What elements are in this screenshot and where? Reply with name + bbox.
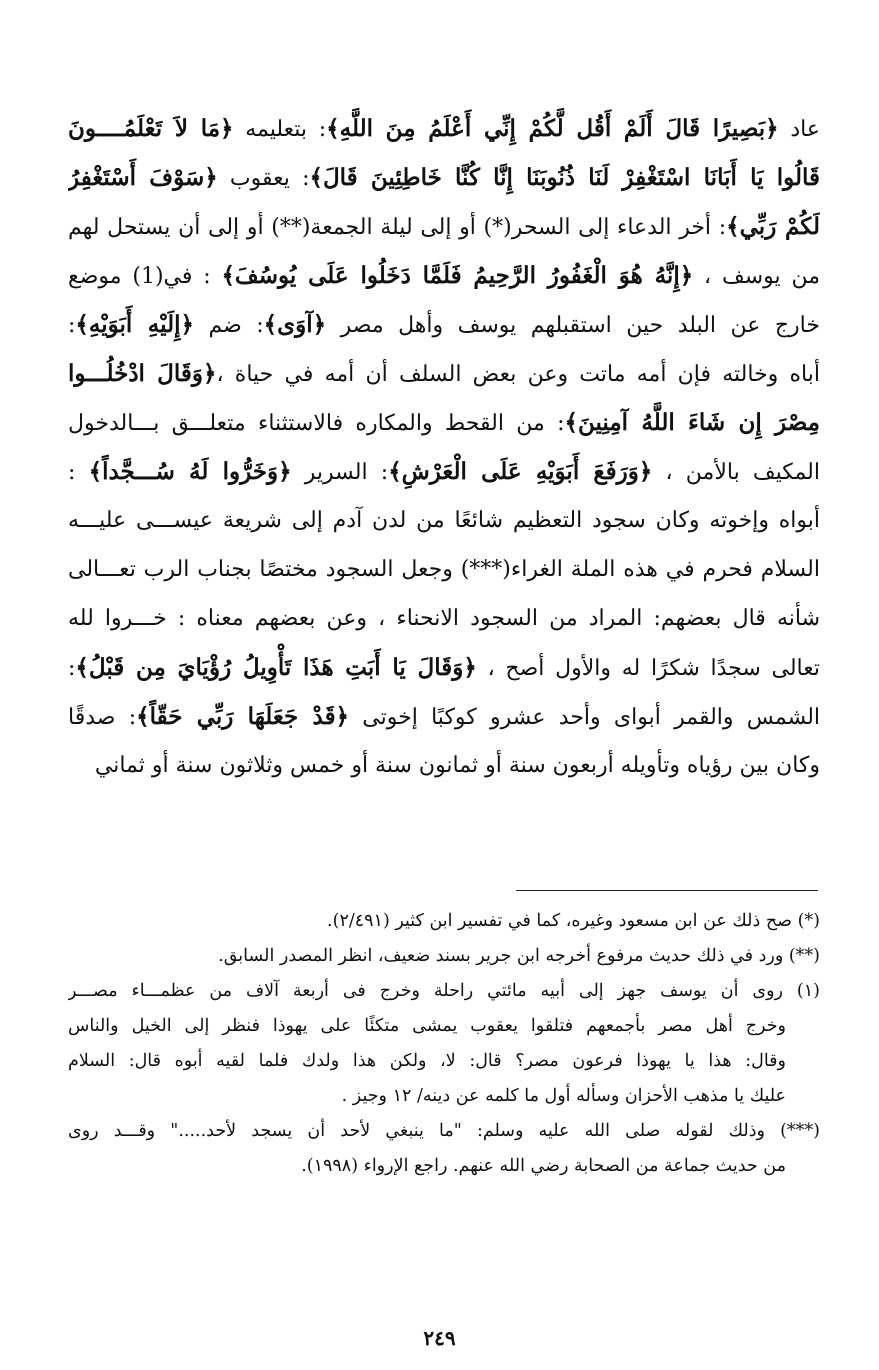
footnote-line: (*) صح ذلك عن ابن مسعود وغيره، كما في تفسير ابن كثير (٢/٤٩١).: [327, 911, 820, 931]
text-line: [68, 104, 820, 153]
commentary-text: :: [68, 313, 76, 338]
quran-verse: ﴿وَرَفَعَ أَبَوَيْهِ عَلَى الْعَرْشِ﴾: [388, 458, 653, 485]
commentary-text: أباه وخالته فإن أمه ماتت وعن بعض السلف أن أمه في حياة ،: [216, 362, 820, 387]
footnote-line: (***) وذلك لقوله صلى الله عليه وسلم: "ما ينبغي لأحد أن يسجد لأحد....." وقـــد روى: [68, 1121, 820, 1141]
quran-verse: ﴿مَا لاَ تَعْلَمُــــونَ: [68, 115, 234, 142]
commentary-text: أبواه وإخوته وكان سجود التعظيم شائعًا من لدن آدم إلى شريعة عيســـى عليـــه: [68, 508, 820, 533]
commentary-text: عاد: [778, 117, 820, 142]
quran-verse: ﴿بَصِيرًا قَالَ أَلَمْ أَقُل لَّكُمْ إِنِّي أَعْلَمُ مِنَ اللَّهِ﴾: [326, 115, 779, 142]
footnote-line: عليك يا مذهب الأحزان وسأله أول ما كلمه عن دينه/ ١٢ وجيز .: [341, 1086, 786, 1106]
commentary-text: : في(1) موضع: [68, 264, 222, 289]
text-line: [68, 251, 820, 300]
commentary-text: المكيف بالأمن ،: [652, 460, 820, 485]
text-line: [68, 398, 820, 447]
quran-verse: ﴿سَوْفَ أَسْتَغْفِرُ: [68, 164, 218, 191]
quran-verse: ﴿إِنَّهُ هُوَ الْغَفُورُ الرَّحِيمُ فَلَمَّا دَخَلُوا عَلَى يُوسُفَ﴾: [221, 262, 694, 289]
commentary-text: :: [68, 460, 89, 485]
footnote-line: وقال: هذا يا يهوذا فرعون مصر؟ قال: لا، ولكن هذا ولدك فلما لقيه أبوه قال: السلام: [68, 1051, 786, 1071]
quran-verse: ﴿وَقَالَ ادْخُلُـــوا: [68, 360, 217, 387]
commentary-text: تعالى سجدًا شكرًا له والأول أصح ،: [476, 656, 820, 681]
commentary-text: : يعقوب: [217, 166, 310, 191]
commentary-text: السلام فحرم في هذه الملة الغراء(***) وجعل السجود مختصًا بجناب الرب تعـــالى: [68, 557, 820, 582]
commentary-text: من يوسف ،: [693, 264, 820, 289]
text-line: [68, 545, 820, 594]
commentary-text: : صدقًا: [68, 705, 137, 730]
footnote-line: (١) روى أن يوسف جهز إلى أبيه مائتي راحلة وخرج فى أربعة آلاف من عظمـــاء مصـــر: [68, 981, 820, 1001]
text-line: [68, 349, 820, 398]
commentary-text: : السرير: [291, 460, 389, 485]
quran-verse: قَالُوا يَا أَبَانَا اسْتَغْفِرْ لَنَا ذُنُوبَنَا إِنَّا كُنَّا خَاطِئِينَ قَالَ﴾: [309, 164, 820, 191]
footnote-separator: [516, 890, 818, 891]
commentary-text: الشمس والقمر أبواى وأحد عشرو كوكبًا إخوتى: [349, 705, 820, 730]
text-line: [68, 300, 820, 349]
footnote-line: وخرج أهل مصر بأجمعهم فتلقوا يعقوب يمشى متكئًا على يهوذا فنظر إلى الخيل والناس: [68, 1016, 786, 1036]
quran-verse: ﴿إِلَيْهِ أَبَوَيْهِ﴾: [75, 311, 194, 338]
footnote-line: من حديث جماعة من الصحابة رضي الله عنهم. راجع الإرواء (١٩٩٨).: [301, 1156, 786, 1176]
text-line: [68, 692, 820, 741]
commentary-text: : من القحط والمكاره فالاستثناء متعلـــق بـــالدخول: [68, 411, 565, 436]
text-line: [68, 153, 820, 202]
commentary-text: : بتعليمه: [233, 117, 327, 142]
text-line: [68, 496, 820, 545]
commentary-text: : أخر الدعاء إلى السحر(*) أو إلى ليلة الجمعة(**) أو إلى أن يستحل لهم: [68, 215, 727, 240]
quran-verse: ﴿قَدْ جَعَلَهَا رَبِّي حَقّاً﴾: [136, 703, 350, 730]
footnote-line: (**) ورد في ذلك حديث مرفوع أخرجه ابن جرير بسند ضعيف، انظر المصدر السابق.: [218, 946, 820, 966]
quran-verse: ﴿آوَى﴾: [263, 311, 327, 338]
quran-verse: ﴿وَخَرُّوا لَهُ سُـــجَّداً﴾: [88, 458, 292, 485]
text-line: [68, 594, 820, 643]
text-line: [68, 202, 820, 251]
footnotes: [68, 904, 820, 1184]
text-line: [68, 741, 820, 790]
commentary-text: وكان بين رؤياه وتأويله أربعون سنة أو ثمانون سنة أو خمس وثلاثون سنة أو ثماني: [94, 753, 820, 778]
commentary-text: شأنه قال بعضهم: المراد من السجود الانحناء ، وعن بعضهم معناه : خـــروا لله: [68, 606, 820, 631]
page-number: ٢٤٩: [423, 1326, 456, 1350]
quran-verse: لَكُمْ رَبِّي﴾: [726, 213, 820, 240]
commentary-text: :: [68, 656, 76, 681]
commentary-text: : ضم: [193, 313, 264, 338]
quran-verse: مِصْرَ إِن شَاءَ اللَّهُ آمِنِينَ﴾: [564, 409, 820, 436]
text-line: [68, 643, 820, 692]
commentary-text: خارج عن البلد حين استقبلهم يوسف وأهل مصر: [326, 313, 820, 338]
quran-verse: ﴿وَقَالَ يَا أَبَتِ هَذَا تَأْوِيلُ رُؤْيَايَ مِن قَبْلُ﴾: [75, 654, 477, 681]
main-text: [68, 104, 820, 790]
text-line: [68, 447, 820, 496]
